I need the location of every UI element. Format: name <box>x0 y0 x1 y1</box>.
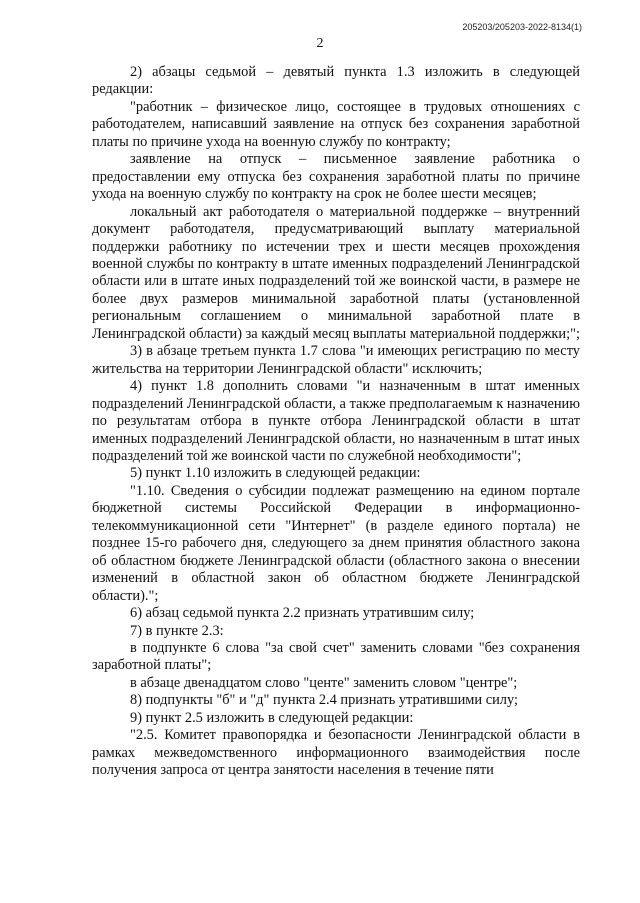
paragraph-definition-worker: "работник – физическое лицо, состоящее в трудовых отношениях с работодателем, написавший заявление на отпуск без сохранения заработной платы по причине ухода на военную службу по контракту; <box>92 98 580 150</box>
paragraph-amendment-9: 9) пункт 2.5 изложить в следующей редакции: <box>130 709 414 726</box>
paragraph-amendment-4: 4) пункт 1.8 дополнить словами "и назначенным в штат именных подразделений Ленинградской области, а также предполагаемым к назначению по результатам отбора в пункте отбора Ленинградской области в штат именных подразделений Ленинградской области, но назначенным в штат иных подразделений той же воинской части по служебной необходимости"; <box>92 378 580 464</box>
document-id: 205203/205203-2022-8134(1) <box>462 22 582 32</box>
paragraph-amendment-5: 5) пункт 1.10 изложить в следующей редакции: <box>130 465 421 482</box>
paragraph-clause-1-10: "1.10. Сведения о субсидии подлежат размещению на едином портале бюджетной системы Российской Федерации в информационно-телекоммуникационной сети "Интернет" (в разделе единого портала) не позднее 15-го рабочего дня, следующего за днем принятия областного закона об областном бюджете Ленинградской области (областного закона о внесении изменений в областной закон об областном бюджете Ленинградской области)."; <box>92 482 580 604</box>
paragraph-twelfth-abzac: в абзаце двенадцатом слово "центе" заменить словом "центре"; <box>130 674 518 691</box>
paragraph-subclause-6: в подпункте 6 слова "за свой счет" заменить словами "без сохранения заработной платы"; <box>92 639 580 674</box>
paragraph-definition-local-act: локальный акт работодателя о материальной поддержке – внутренний документ работодателя, предусматривающий выплату материальной поддержки работнику по истечении трех и шести месяцев прохождения военной службы по контракту в штате именных подразделений Ленинградской области или в штате иных подразделений той же воинской части, в размере не более двух размеров минимальной заработной платы (установленной региональным соглашением о минимальной заработной плате в Ленинградской области) за каждый месяц выплаты материальной поддержки;"; <box>92 203 580 342</box>
paragraph-amendment-2: 2) абзацы седьмой – девятый пункта 1.3 изложить в следующей редакции: <box>92 64 580 98</box>
paragraph-amendment-7: 7) в пункте 2.3: <box>130 622 224 639</box>
paragraph-amendment-3: 3) в абзаце третьем пункта 1.7 слова "и имеющих регистрацию по месту жительства на территории Ленинградской области" исключить; <box>92 343 580 377</box>
paragraph-amendment-6: 6) абзац седьмой пункта 2.2 признать утратившим силу; <box>130 605 475 622</box>
page-number: 2 <box>316 36 324 51</box>
paragraph-clause-2-5: "2.5. Комитет правопорядка и безопасности Ленинградской области в рамках межведомственного информационного взаимодействия после получения запроса от центра занятости населения в течение пяти <box>92 727 580 779</box>
paragraph-definition-leave-application: заявление на отпуск – письменное заявление работника о предоставлении ему отпуска без сохранения заработной платы по причине ухода на военную службу по контракту на срок не более шести месяцев; <box>92 151 580 203</box>
paragraph-amendment-8: 8) подпункты "б" и "д" пункта 2.4 признать утратившими силу; <box>130 692 518 709</box>
document-body <box>92 64 580 780</box>
